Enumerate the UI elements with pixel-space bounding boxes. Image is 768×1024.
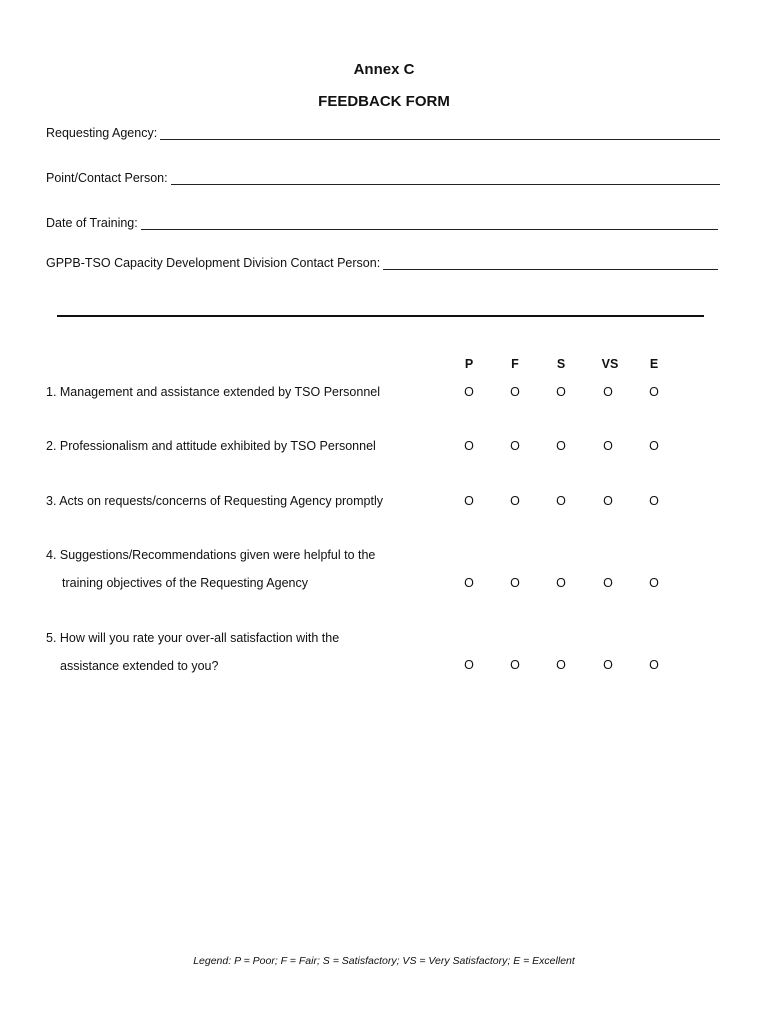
requesting-agency-field[interactable] (46, 124, 720, 140)
cdd-contact-person-label: GPPB-TSO Capacity Development Division Contact Person: (46, 256, 381, 270)
rating-option[interactable]: O (603, 439, 613, 453)
question-4-text-line1: 4. Suggestions/Recommendations given were helpful to the (46, 548, 376, 562)
rating-option[interactable]: O (649, 658, 659, 672)
question-2 (46, 432, 376, 460)
question-1-text: 1. Management and assistance extended by TSO Personnel (46, 385, 381, 399)
question-4 (46, 541, 375, 597)
rating-header-satisfactory: S (556, 357, 566, 371)
requesting-agency-label: Requesting Agency: (46, 126, 158, 140)
question-3 (46, 487, 383, 515)
date-of-training-line[interactable] (141, 217, 718, 230)
rating-option[interactable]: O (464, 658, 474, 672)
question-5-text-line1: 5. How will you rate your over-all satisfaction with the (46, 631, 340, 645)
rating-header-very-satisfactory: VS (601, 357, 619, 371)
rating-option[interactable]: O (510, 576, 520, 590)
contact-person-line[interactable] (171, 172, 720, 185)
rating-option[interactable]: O (556, 385, 566, 399)
date-of-training-label: Date of Training: (46, 216, 138, 230)
rating-option[interactable]: O (510, 658, 520, 672)
rating-header-excellent: E (649, 357, 659, 371)
cdd-contact-person-line[interactable] (383, 257, 718, 270)
section-divider (57, 315, 704, 317)
rating-option[interactable]: O (464, 439, 474, 453)
rating-option[interactable]: O (464, 494, 474, 508)
rating-header-poor: P (464, 357, 474, 371)
rating-option[interactable]: O (603, 385, 613, 399)
rating-option[interactable]: O (649, 439, 659, 453)
rating-option[interactable]: O (556, 439, 566, 453)
rating-legend: Legend: P = Poor; F = Fair; S = Satisfactory; VS = Very Satisfactory; E = Excellent (193, 955, 575, 967)
contact-person-field[interactable] (46, 169, 720, 185)
requesting-agency-line[interactable] (160, 127, 720, 140)
date-of-training-field[interactable] (46, 214, 718, 230)
rating-option[interactable]: O (603, 576, 613, 590)
question-2-text: 2. Professionalism and attitude exhibited by TSO Personnel (46, 439, 376, 453)
rating-option[interactable]: O (556, 576, 566, 590)
contact-person-label: Point/Contact Person: (46, 171, 168, 185)
rating-header-fair: F (511, 357, 519, 371)
cdd-contact-person-field[interactable] (46, 254, 718, 270)
rating-option[interactable]: O (510, 385, 520, 399)
rating-option[interactable]: O (603, 658, 613, 672)
rating-option[interactable]: O (510, 439, 520, 453)
rating-option[interactable]: O (603, 494, 613, 508)
question-1 (46, 378, 380, 406)
page-title: Annex C (353, 61, 415, 78)
rating-option[interactable]: O (464, 576, 474, 590)
rating-option[interactable]: O (464, 385, 474, 399)
rating-option[interactable]: O (649, 494, 659, 508)
rating-option[interactable]: O (556, 494, 566, 508)
question-3-text: 3. Acts on requests/concerns of Requesting Agency promptly (46, 494, 383, 508)
rating-option[interactable]: O (649, 576, 659, 590)
question-5-text-line2: assistance extended to you? (60, 659, 219, 673)
form-title: FEEDBACK FORM (318, 93, 450, 110)
rating-option[interactable]: O (556, 658, 566, 672)
question-4-text-line2: training objectives of the Requesting Agency (62, 576, 308, 590)
rating-option[interactable]: O (649, 385, 659, 399)
rating-option[interactable]: O (510, 494, 520, 508)
question-5 (46, 624, 339, 680)
